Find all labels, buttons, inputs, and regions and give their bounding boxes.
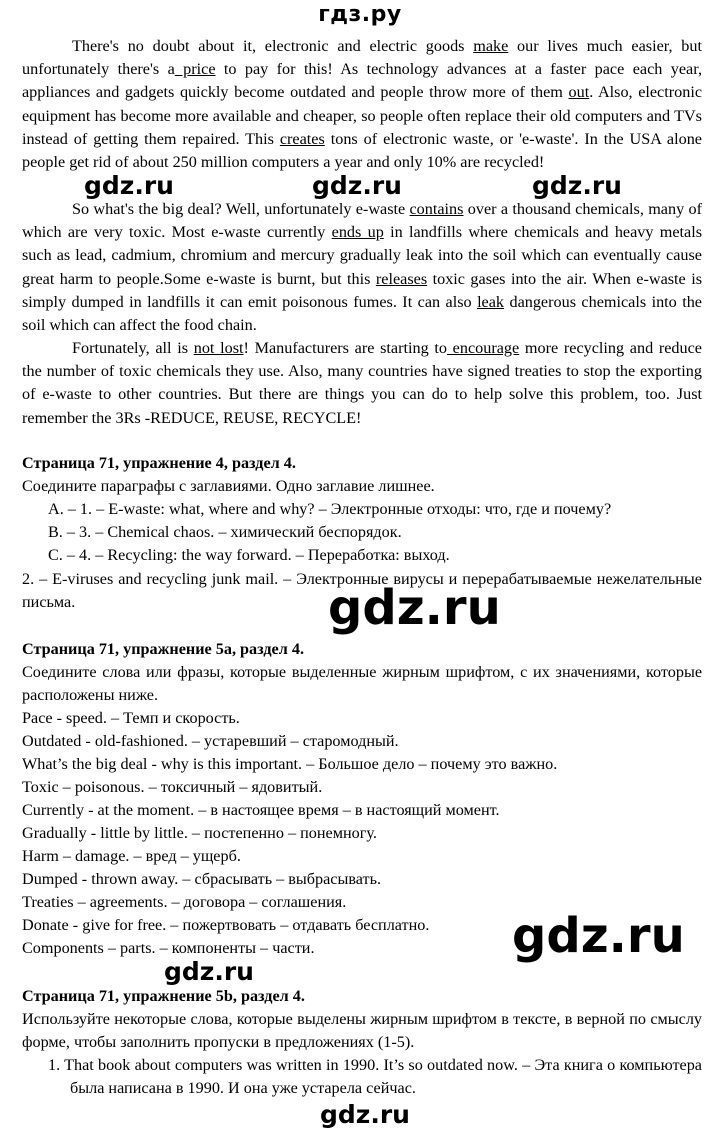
exercise-5a-heading: Страница 71, упражнение 5а, раздел 4. <box>22 640 305 658</box>
exercise-5b-instruction: Используйте некоторые слова, которые выделены жирным шрифтом в тексте, в верной по смыслу форме, чтобы заполнить пропуски в предложениях (1-5). <box>22 1010 702 1052</box>
watermark: gdz.ru <box>328 580 501 636</box>
exercise-4-item-b: B. – 3. – Chemical chaos. – химический беспорядок. <box>48 523 402 541</box>
watermark: gdz.ru <box>320 1100 410 1129</box>
underlined-word: leak <box>477 292 505 311</box>
exercise-4-item-c: C. – 4. – Recycling: the way forward. – Переработка: выход. <box>48 546 450 564</box>
text-run: to pay for this! As technology advances at a faster pace each year, appliances and gadgets quickly become outdated and people throw more of them <box>22 60 702 102</box>
exercise-5a-line: Donate - give for free. – пожертвовать – отдавать бесплатно. <box>22 916 430 934</box>
article-paragraph-2 <box>22 198 702 337</box>
article-paragraph-1 <box>22 35 702 174</box>
text-run: There's no doubt about it, electronic and electric goods <box>72 37 474 55</box>
exercise-4-item-a: A. – 1. – E-waste: what, where and why? – Электронные отходы: что, где и почему? <box>48 500 612 518</box>
exercise-5a-line: What’s the big deal - why is this important. – Большое дело – почему это важно. <box>22 755 558 773</box>
text-run: over a thousand chemicals, many of which are very toxic. Most e-waste currently <box>22 200 702 242</box>
exercise-4-extra: 2. – E-viruses and recycling junk mail. – Электронные вирусы и перерабатываемые нежелательные письма. <box>22 570 702 612</box>
exercise-5a-line: Currently - at the moment. – в настоящее время – в настоящий момент. <box>22 801 500 819</box>
watermark: gdz.ru <box>512 908 685 964</box>
underlined-word: ends up <box>331 223 384 242</box>
exercise-5a-line: Gradually - little by little. – постепенно – понемногу. <box>22 824 377 842</box>
exercise-4-heading: Страница 71, упражнение 4, раздел 4. <box>22 454 296 472</box>
text-run: more recycling and reduce the number of toxic chemicals they use. Also, many countries have signed treaties to stop the exporting of e-waste to other countries. But there are things you can do to help solve this problem, too. Just remember the 3Rs -REDUCE, REUSE, RECYCLE! <box>22 339 702 427</box>
underlined-word: creates <box>279 129 325 148</box>
exercise-5b-heading: Страница 71, упражнение 5b, раздел 4. <box>22 987 305 1005</box>
text-run: ! Manufacturers are starting to <box>243 339 447 357</box>
underlined-word: releases <box>375 269 428 288</box>
watermark: gdz.ru <box>84 171 174 200</box>
text-run: Fortunately, all is <box>72 339 194 357</box>
underlined-word: make <box>473 37 509 55</box>
exercise-5a-line: Treaties – agreements. – договора – соглашения. <box>22 893 347 911</box>
underlined-word: not lost <box>193 339 244 357</box>
exercise-5b-item-1: 1. That book about computers was written in 1990. It’s so outdated now. – Эта книга о компьютера была написана в 1990. И она уже устарела сейчас. <box>48 1056 702 1098</box>
site-header: гдз.ру <box>318 2 402 27</box>
text-run: dangerous chemicals into the soil which can affect the food chain. <box>22 292 702 335</box>
text-run: in landfills where chemicals and heavy metals such as lead, cadmium, chromium and mercury gradually leak into the soil which can eventually cause great harm to people.Some e-waste is burnt, but this <box>22 223 703 288</box>
exercise-5a-line: Components – parts. – компоненты – части. <box>22 939 315 957</box>
watermark: gdz.ru <box>532 171 622 200</box>
underlined-word: contains <box>409 200 464 218</box>
text-run: our lives much easier, but unfortunately there's a <box>22 37 702 79</box>
exercise-5a-instruction: Соедините слова или фразы, которые выделенные жирным шрифтом, с их значениями, которые расположены ниже. <box>22 663 702 705</box>
exercise-5a-line: Harm – damage. – вред – ущерб. <box>22 847 241 865</box>
exercise-5a-line: Toxic – poisonous. – токсичный – ядовитый. <box>22 778 323 796</box>
exercise-5a-line: Pace - speed. – Темп и скорость. <box>22 709 240 727</box>
underlined-word: encourage <box>446 339 520 357</box>
text-run: . Also, electronic equipment has become more available and cheaper, so people often replace their old computers and TVs instead of getting them repaired. This <box>22 83 702 148</box>
text-run: toxic gases into the air. When e-waste is simply dumped in landfills it can emit poisonous fumes. It can also <box>22 269 702 311</box>
exercise-5a-line: Outdated - old-fashioned. – устаревший – старомодный. <box>22 732 399 750</box>
underlined-word: out <box>568 83 590 102</box>
watermark: gdz.ru <box>164 957 254 986</box>
watermark: gdz.ru <box>312 171 402 200</box>
text-run: So what's the big deal? Well, unfortunately e-waste <box>72 200 410 218</box>
article-paragraph-3 <box>22 337 702 430</box>
underlined-word: price <box>174 60 216 79</box>
exercise-5a-line: Dumped - thrown away. – сбрасывать – выбрасывать. <box>22 870 382 888</box>
text-run: tons of electronic waste, or 'e-waste'. In the USA alone people get rid of about 250 million computers a year and only 10% are recycled! <box>22 129 702 172</box>
exercise-4-instruction: Соедините параграфы с заглавиями. Одно заглавие лишнее. <box>22 477 435 495</box>
